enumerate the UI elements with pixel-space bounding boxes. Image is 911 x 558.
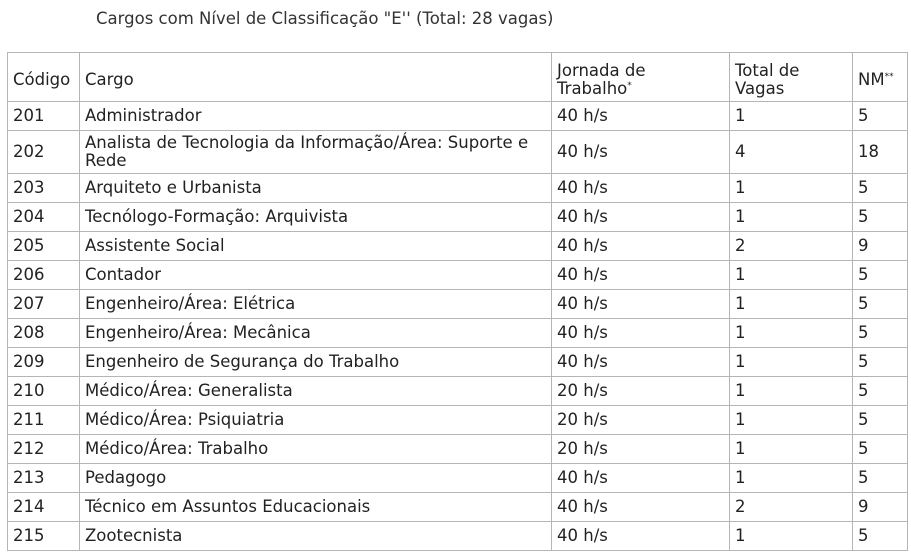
table-row [8, 290, 908, 319]
table-row [8, 174, 908, 203]
cell-vagas: 1 [730, 435, 853, 464]
cell-cargo: Engenheiro/Área: Elétrica [80, 290, 552, 319]
cell-codigo: 204 [8, 203, 80, 232]
cell-jornada: 40 h/s [552, 174, 730, 203]
cell-nm: 9 [853, 232, 908, 261]
cell-cargo: Engenheiro de Segurança do Trabalho [80, 348, 552, 377]
cell-jornada: 40 h/s [552, 319, 730, 348]
cell-nm: 5 [853, 377, 908, 406]
cell-cargo: Médico/Área: Psiquiatria [80, 406, 552, 435]
cell-nm: 5 [853, 261, 908, 290]
cell-codigo: 214 [8, 493, 80, 522]
table-body [8, 102, 908, 551]
cell-nm: 5 [853, 203, 908, 232]
table-row [8, 464, 908, 493]
cell-codigo: 208 [8, 319, 80, 348]
cell-vagas: 1 [730, 102, 853, 131]
cell-nm: 9 [853, 493, 908, 522]
cell-cargo: Médico/Área: Generalista [80, 377, 552, 406]
cell-codigo: 205 [8, 232, 80, 261]
table-row [8, 261, 908, 290]
cell-codigo: 207 [8, 290, 80, 319]
cell-jornada: 40 h/s [552, 102, 730, 131]
cell-codigo: 201 [8, 102, 80, 131]
header-jornada-label: Jornada de Trabalho [557, 60, 646, 98]
cell-cargo: Arquiteto e Urbanista [80, 174, 552, 203]
header-nm [853, 53, 908, 102]
cell-nm: 5 [853, 319, 908, 348]
header-total-vagas: Total de Vagas [730, 53, 853, 102]
cell-nm: 18 [853, 131, 908, 174]
cell-jornada: 40 h/s [552, 522, 730, 551]
table-caption: Cargos com Nível de Classificação "E'' (Total: 28 vagas) [96, 9, 554, 28]
cell-jornada: 40 h/s [552, 493, 730, 522]
cell-codigo: 212 [8, 435, 80, 464]
cell-vagas: 1 [730, 348, 853, 377]
cargos-table [7, 52, 908, 551]
cell-jornada: 20 h/s [552, 406, 730, 435]
cell-codigo: 206 [8, 261, 80, 290]
cell-jornada: 40 h/s [552, 348, 730, 377]
cell-cargo: Assistente Social [80, 232, 552, 261]
cell-vagas: 2 [730, 493, 853, 522]
cell-cargo: Contador [80, 261, 552, 290]
cell-nm: 5 [853, 348, 908, 377]
cell-codigo: 211 [8, 406, 80, 435]
cell-codigo: 203 [8, 174, 80, 203]
cell-nm: 5 [853, 290, 908, 319]
cell-vagas: 1 [730, 522, 853, 551]
cell-vagas: 1 [730, 377, 853, 406]
cell-vagas: 1 [730, 319, 853, 348]
table-row [8, 232, 908, 261]
cell-jornada: 40 h/s [552, 464, 730, 493]
cell-vagas: 1 [730, 290, 853, 319]
table-row [8, 377, 908, 406]
table-row [8, 493, 908, 522]
cell-cargo: Pedagogo [80, 464, 552, 493]
cell-cargo: Técnico em Assuntos Educacionais [80, 493, 552, 522]
cell-jornada: 40 h/s [552, 232, 730, 261]
cell-nm: 5 [853, 464, 908, 493]
table-row [8, 435, 908, 464]
table-row [8, 406, 908, 435]
cell-cargo: Analista de Tecnologia da Informação/Área: Suporte e Rede [80, 131, 552, 174]
cell-vagas: 1 [730, 464, 853, 493]
header-jornada-footnote-mark: * [627, 80, 632, 91]
cell-cargo: Administrador [80, 102, 552, 131]
cell-nm: 5 [853, 522, 908, 551]
cell-codigo: 213 [8, 464, 80, 493]
cell-vagas: 1 [730, 174, 853, 203]
cell-vagas: 1 [730, 261, 853, 290]
cell-vagas: 4 [730, 131, 853, 174]
table-row [8, 522, 908, 551]
header-row [8, 53, 908, 102]
header-cargo: Cargo [80, 53, 552, 102]
cell-nm: 5 [853, 102, 908, 131]
cell-codigo: 209 [8, 348, 80, 377]
table-row [8, 131, 908, 174]
cell-cargo: Zootecnista [80, 522, 552, 551]
table-row [8, 348, 908, 377]
cell-cargo: Médico/Área: Trabalho [80, 435, 552, 464]
header-codigo: Código [8, 53, 80, 102]
cell-codigo: 210 [8, 377, 80, 406]
table-row [8, 102, 908, 131]
cell-jornada: 20 h/s [552, 377, 730, 406]
cell-jornada: 40 h/s [552, 261, 730, 290]
cell-codigo: 202 [8, 131, 80, 174]
cell-jornada: 40 h/s [552, 131, 730, 174]
header-jornada [552, 53, 730, 102]
cell-cargo: Tecnólogo-Formação: Arquivista [80, 203, 552, 232]
header-nm-footnote-mark: ** [884, 71, 894, 82]
cell-vagas: 1 [730, 406, 853, 435]
cell-vagas: 2 [730, 232, 853, 261]
header-nm-label: NM [858, 69, 885, 89]
cell-nm: 5 [853, 435, 908, 464]
cell-jornada: 40 h/s [552, 203, 730, 232]
cell-nm: 5 [853, 406, 908, 435]
cell-jornada: 40 h/s [552, 290, 730, 319]
cell-vagas: 1 [730, 203, 853, 232]
table-row [8, 319, 908, 348]
cell-codigo: 215 [8, 522, 80, 551]
cell-nm: 5 [853, 174, 908, 203]
cell-jornada: 20 h/s [552, 435, 730, 464]
table-row [8, 203, 908, 232]
cell-cargo: Engenheiro/Área: Mecânica [80, 319, 552, 348]
